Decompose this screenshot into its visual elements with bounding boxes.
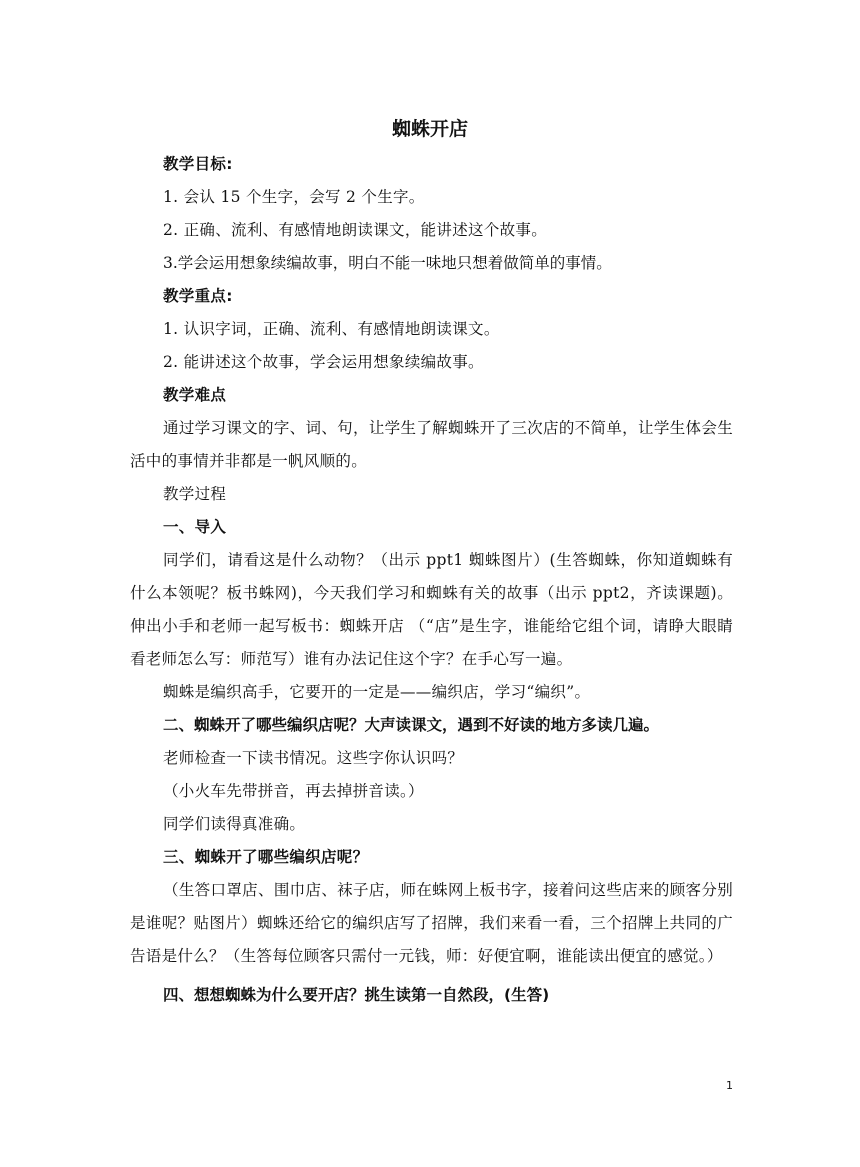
document-title: 蜘蛛开店 (391, 118, 468, 140)
goal-heading: 教学目标: (163, 155, 233, 173)
section-2-paragraph-2: （小火车先带拼音，再去掉拼音读。） (163, 782, 424, 800)
section-3-heading: 三、蜘蛛开了哪些编织店呢？ (163, 848, 369, 866)
section-1-heading: 一、导入 (163, 518, 227, 536)
section-2-paragraph-3: 同学们读得真准确。 (163, 815, 306, 833)
goal-item-2: 2. 正确、流利、有感情地朗读课文，能讲述这个故事。 (163, 221, 548, 239)
section-2-heading: 二、蜘蛛开了哪些编织店呢？大声读课文，遇到不好读的地方多读几遍。 (163, 716, 660, 734)
section-2-paragraph-1: 老师检查一下读书情况。这些字你认识吗？ (163, 749, 464, 767)
difficulty-heading: 教学难点 (163, 386, 227, 404)
document-body (130, 148, 733, 1012)
goal-item-1: 1. 会认 15 个生字，会写 2 个生字。 (163, 188, 425, 206)
key-item-2: 2. 能讲述这个故事，学会运用想象续编故事。 (163, 353, 484, 371)
difficulty-paragraph: 通过学习课文的字、词、句，让学生了解蜘蛛开了三次店的不简单，让学生体会生活中的事情并非都是一帆风顺的。 (130, 419, 733, 470)
process-heading: 教学过程 (163, 485, 227, 503)
goal-item-3: 3.学会运用想象续编故事，明白不能一味地只想着做简单的事情。 (163, 254, 612, 272)
section-1-paragraph-2: 蜘蛛是编织高手，它要开的一定是——编织店，学习“编织”。 (163, 683, 591, 701)
section-3-paragraph-1: （生答口罩店、围巾店、袜子店，师在蛛网上板书字，接着问这些店来的顾客分别是谁呢？贴图片）蜘蛛还给它的编织店写了招牌，我们来看一看，三个招牌上共同的广告语是什么？（生答每位顾客只需付一元钱，师：好便宜啊，谁能读出便宜的感觉。） (130, 881, 733, 965)
page-number: 1 (726, 1079, 733, 1092)
key-heading: 教学重点: (163, 287, 233, 305)
section-1-paragraph-1: 同学们，请看这是什么动物？（出示 ppt1 蜘蛛图片）(生答蜘蛛，你知道蜘蛛有什么本领呢？板书蛛网)，今天我们学习和蜘蛛有关的故事（出示 ppt2，齐读课题)。伸出小手和老师一起写板书：蜘蛛开店 （“店”是生字，谁能给它组个词，请睁大眼睛看老师怎么写：师范写）谁有办法记住这个字？在手心写一遍。 (130, 551, 733, 668)
key-item-1: 1. 认识字词，正确、流利、有感情地朗读课文。 (163, 320, 500, 338)
section-4-heading: 四、想想蜘蛛为什么要开店？挑生读第一自然段，(生答) (163, 986, 550, 1004)
